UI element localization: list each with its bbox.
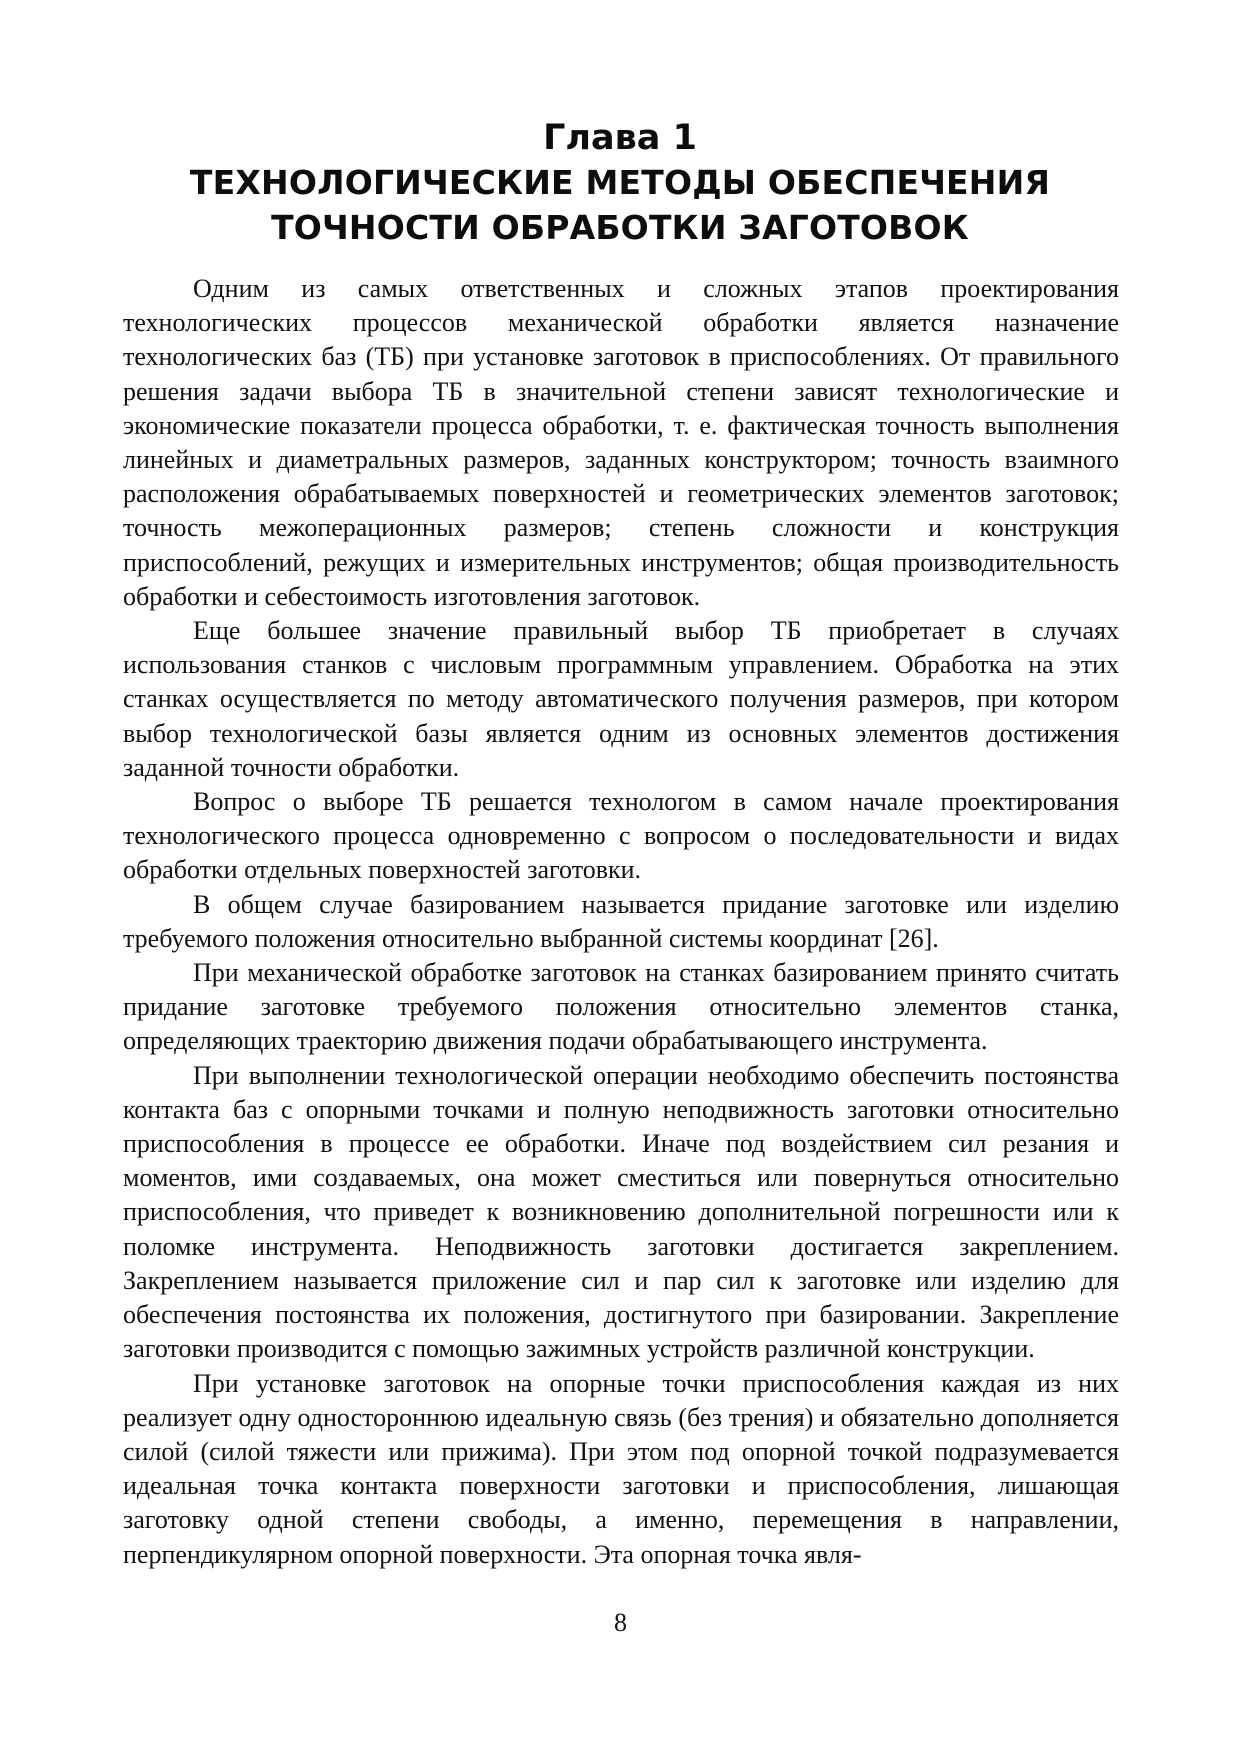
paragraph: Одним из самых ответственных и сложных этапов проектирования технологических процессов механической обработки является назначение технологических баз (ТБ) при установке заготовок в приспособлениях. От правильного решения задачи выбора ТБ в значительной степени зависят технологические и экономические показатели процесса обработки, т. е. фактическая точность выполнения линейных и диаметральных размеров, заданных конструктором; точность взаимного расположения обрабатываемых поверхностей и геометрических элементов заготовок; точность межоперационных размеров; степень сложности и конструкция приспособлений, режущих и измерительных инструментов; общая производительность обработки и себестоимость изготовления заготовок.	[123, 274, 1119, 611]
chapter-label: Глава 1	[543, 118, 697, 158]
page-number: 8	[614, 1608, 627, 1637]
chapter-title-line: ТОЧНОСТИ ОБРАБОТКИ ЗАГОТОВОК	[271, 208, 969, 247]
paragraph: При выполнении технологической операции необходимо обеспечить постоянства контакта баз с опорными точками и полную неподвижность заготовки относительно приспособления в процессе ее обработки. Иначе под воздействием сил резания и моментов, ими создаваемых, она может сместиться или повернуться относительно приспособления, что приведет к возникновению дополнительной погрешности или к поломке инструмента. Неподвижность заготовки достигается закреплением. Закреплением называется приложение сил и пар сил к заготовке или изделию для обеспечения постоянства их положения, достигнутого при базировании. Закрепление заготовки производится с помощью зажимных устройств различной конструкции.	[123, 1060, 1119, 1364]
paragraph: При установке заготовок на опорные точки приспособления каждая из них реализует одну одностороннюю идеальную связь (без трения) и обязательно дополняется силой (силой тяжести или прижима). При этом под опорной точкой подразумевается идеальная точка контакта поверхности заготовки и приспособления, лишающая заготовку одной степени свободы, а именно, перемещения в направлении, перпендикулярном опорной поверхности. Эта опорная точка явля-	[123, 1368, 1119, 1569]
chapter-title-line: ТЕХНОЛОГИЧЕСКИЕ МЕТОДЫ ОБЕСПЕЧЕНИЯ	[189, 163, 1051, 202]
body-text	[123, 272, 1119, 1572]
chapter-title	[120, 160, 1120, 250]
paragraph: Еще большее значение правильный выбор ТБ приобретает в случаях использования станков с числовым программным управлением. Обработка на этих станках осуществляется по методу автоматического получения размеров, при котором выбор технологической базы является одним из основных элементов достижения заданной точности обработки.	[123, 616, 1119, 782]
paragraph: В общем случае базированием называется придание заготовке или изделию требуемого положения относительно выбранной системы координат [26].	[123, 889, 1119, 953]
paragraph: При механической обработке заготовок на станках базированием принято считать придание заготовке требуемого положения относительно элементов станка, определяющих траекторию движения подачи обрабатывающего инструмента.	[123, 958, 1119, 1056]
paragraph: Вопрос о выборе ТБ решается технологом в самом начале проектирования технологического процесса одновременно с вопросом о последовательности и видах обработки отдельных поверхностей заготовки.	[123, 787, 1119, 885]
